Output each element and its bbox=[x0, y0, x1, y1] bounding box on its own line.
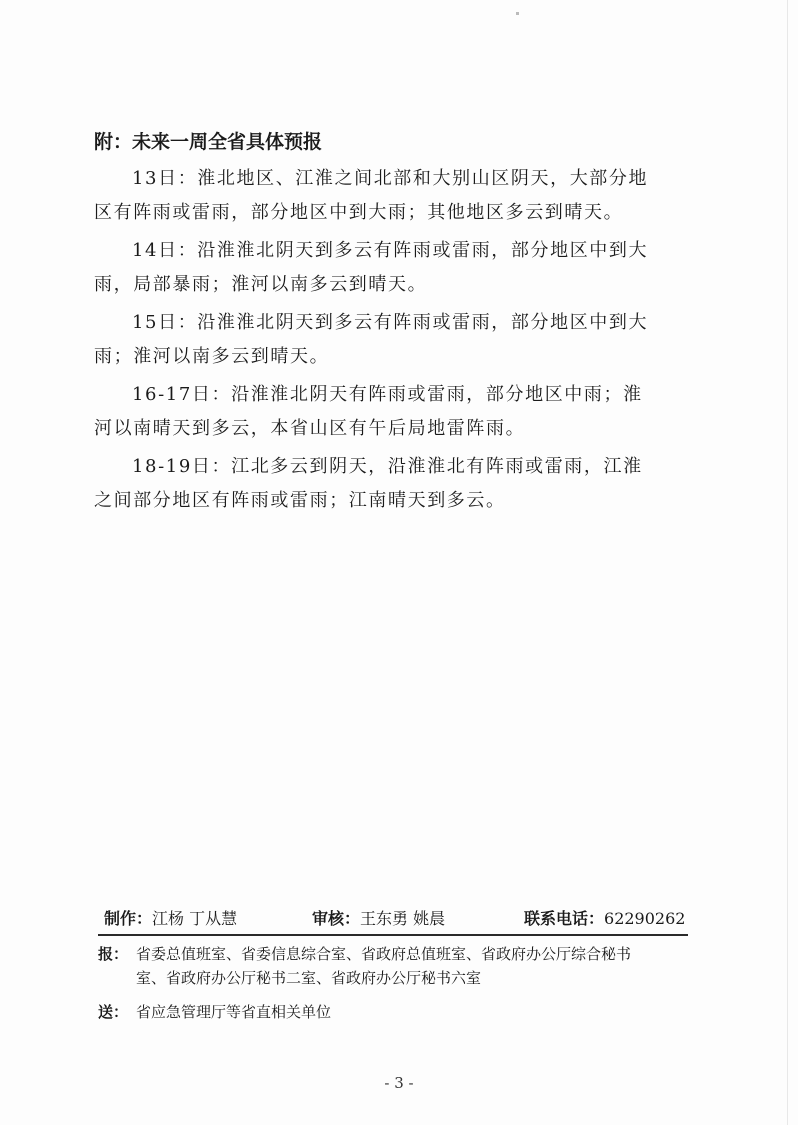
scan-edge-mark bbox=[787, 0, 788, 1125]
paragraph-line: 18-19日：江北多云到阴天，沿淮淮北有阵雨或雷雨，江淮 bbox=[132, 456, 643, 477]
report-line: 省委总值班室、省委信息综合室、省政府总值班室、省政府办公厅综合秘书 bbox=[136, 945, 632, 963]
contact-label: 联系电话： bbox=[524, 909, 605, 928]
reviewer-value: 王东勇 姚晨 bbox=[360, 909, 446, 928]
report-label: 报： bbox=[98, 945, 129, 963]
reviewer-label: 审核： bbox=[312, 909, 361, 928]
document-footer bbox=[98, 902, 688, 1024]
reviewer-info bbox=[312, 906, 445, 929]
paragraph-line: 河以南晴天到多云，本省山区有午后局地雷阵雨。 bbox=[94, 418, 526, 439]
paragraph-line: 雨，局部暴雨；淮河以南多云到晴天。 bbox=[94, 274, 428, 295]
paragraph-line: 雨；淮河以南多云到晴天。 bbox=[94, 346, 330, 367]
forecast-paragraph bbox=[94, 450, 694, 518]
footer-divider bbox=[98, 934, 688, 936]
paragraph-line: 之间部分地区有阵雨或雷雨；江南晴天到多云。 bbox=[94, 490, 506, 511]
distribution-block bbox=[98, 942, 688, 1024]
forecast-paragraph bbox=[94, 162, 694, 230]
paragraph-line: 16-17日：沿淮淮北阴天有阵雨或雷雨，部分地区中雨；淮 bbox=[132, 384, 643, 405]
send-value: 省应急管理厅等省直相关单位 bbox=[136, 1003, 332, 1021]
maker-label: 制作： bbox=[104, 909, 153, 928]
paragraph-line: 15日：沿淮淮北阴天到多云有阵雨或雷雨，部分地区中到大 bbox=[132, 312, 649, 333]
attachment-title: 附：未来一周全省具体预报 bbox=[94, 131, 323, 153]
contact-phone: 62290262 bbox=[604, 909, 686, 928]
paragraph-line: 区有阵雨或雷雨，部分地区中到大雨；其他地区多云到晴天。 bbox=[94, 202, 624, 223]
paragraph-line: 13日：淮北地区、江淮之间北部和大别山区阴天，大部分地 bbox=[132, 168, 649, 189]
forecast-paragraph bbox=[94, 378, 694, 446]
send-to-row bbox=[98, 1000, 688, 1024]
contact-info bbox=[524, 906, 685, 929]
attachment-section bbox=[94, 128, 694, 518]
credits-row bbox=[98, 902, 688, 934]
forecast-paragraph bbox=[94, 234, 694, 302]
scan-dust-mark bbox=[516, 12, 519, 15]
page-number: - 3 - bbox=[384, 1074, 414, 1092]
maker-value: 江杨 丁从慧 bbox=[152, 909, 238, 928]
paragraph-line: 14日：沿淮淮北阴天到多云有阵雨或雷雨，部分地区中到大 bbox=[132, 240, 649, 261]
report-to-row bbox=[98, 942, 688, 990]
forecast-paragraph bbox=[94, 306, 694, 374]
maker-info bbox=[104, 906, 237, 929]
report-line: 室、省政府办公厅秘书二室、省政府办公厅秘书六室 bbox=[136, 969, 482, 987]
send-label: 送： bbox=[98, 1003, 129, 1021]
